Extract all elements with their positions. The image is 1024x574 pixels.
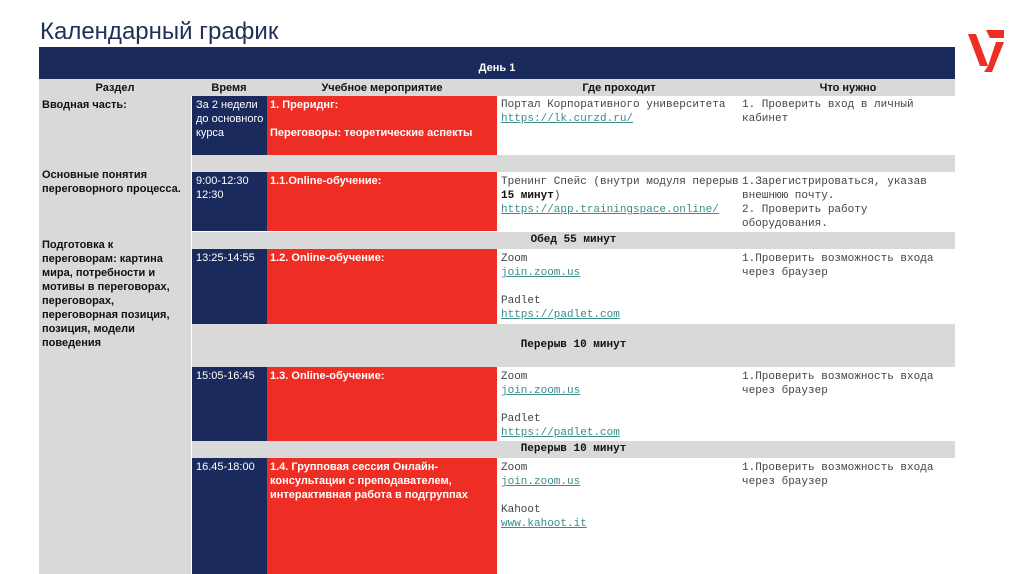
column-header-where: Где проходит: [497, 79, 741, 96]
activity-title: 1. Прериднг:: [270, 99, 339, 111]
portal-link[interactable]: https://lk.curzd.ru/: [501, 113, 634, 125]
column-header-activity: Учебное мероприятие: [267, 79, 497, 96]
where-bold: 15 минут: [501, 190, 554, 202]
row-activity: 1.4. Групповая сессия Онлайн-консультации с преподавателем, интерактивная работа в подгруппах: [267, 458, 497, 574]
row-need: 1.Проверить возможность входа через браузер: [742, 462, 934, 488]
kahoot-link[interactable]: www.kahoot.it: [501, 518, 587, 530]
row-activity: 1.1.Online-обучение:: [267, 172, 497, 231]
lunch-break: Обед 55 минут: [192, 232, 955, 249]
need-item: 1.Зарегистрироваться, указав внешнюю почту.: [742, 176, 927, 202]
row-time: 15:05-16:45: [192, 367, 267, 441]
row-where: [501, 370, 739, 440]
zoom-link[interactable]: join.zoom.us: [501, 385, 581, 397]
row-where: [501, 461, 739, 531]
row-activity: 1.3. Online-обучение:: [267, 367, 497, 441]
row-need: 1.Проверить возможность входа через браузер: [742, 253, 934, 279]
zoom-link[interactable]: join.zoom.us: [501, 476, 581, 488]
row-where: [501, 252, 739, 322]
where-text: Padlet: [501, 413, 541, 425]
row-need: [742, 175, 955, 231]
padlet-link[interactable]: https://padlet.com: [501, 427, 620, 439]
row-time: 13:25-14:55: [192, 249, 267, 324]
row-where: [501, 175, 739, 217]
section-preparation: Подготовка к переговорам: картина мира, потребности и мотивы в переговорах, переговорах, переговорная позиция, позиция, модели поведения: [42, 239, 170, 349]
row-time: [192, 172, 267, 231]
need-item: 2. Проверить работу оборудования.: [742, 204, 868, 230]
padlet-link[interactable]: https://padlet.com: [501, 309, 620, 321]
where-text: Zoom: [501, 371, 528, 383]
where-text: Тренинг Спейс (внутри модуля перерыв: [501, 176, 739, 188]
activity-description: Переговоры: теоретические аспекты: [270, 127, 473, 139]
time-end: 12:30: [196, 189, 224, 201]
row-activity: [267, 96, 497, 155]
column-header-need: Что нужно: [741, 79, 955, 96]
where-text: Zoom: [501, 462, 528, 474]
row-time: 16.45-18:00: [192, 458, 267, 574]
row-need: 1. Проверить вход в личный кабинет: [742, 99, 914, 125]
break-row: Перерыв 10 минут: [192, 441, 955, 458]
where-text: Портал Корпоративного университета: [501, 99, 726, 111]
where-close: ): [553, 190, 561, 202]
break-row: Перерыв 10 минут: [192, 324, 955, 367]
brand-logo-icon: [966, 30, 1004, 76]
section-concepts: Основные понятия переговорного процесса.: [42, 169, 181, 195]
day-header: День 1: [39, 47, 955, 79]
time-range: 9:00-12:30: [196, 175, 249, 187]
where-text: Zoom: [501, 253, 528, 265]
where-text: Kahoot: [501, 504, 541, 516]
where-text: Padlet: [501, 295, 541, 307]
row-activity: 1.2. Online-обучение:: [267, 249, 497, 324]
row-need: 1.Проверить возможность входа через браузер: [742, 371, 934, 397]
section-intro: Вводная часть:: [42, 99, 127, 111]
column-header-time: Время: [191, 79, 267, 96]
column-header-section: Раздел: [39, 79, 191, 96]
page-title: Календарный график: [40, 18, 279, 45]
zoom-link[interactable]: join.zoom.us: [501, 267, 581, 279]
spacer-row: [192, 155, 955, 172]
trainingspace-link[interactable]: https://app.trainingspace.online/: [501, 204, 719, 216]
row-time: За 2 недели до основного курса: [192, 96, 267, 155]
row-where: [501, 98, 739, 126]
